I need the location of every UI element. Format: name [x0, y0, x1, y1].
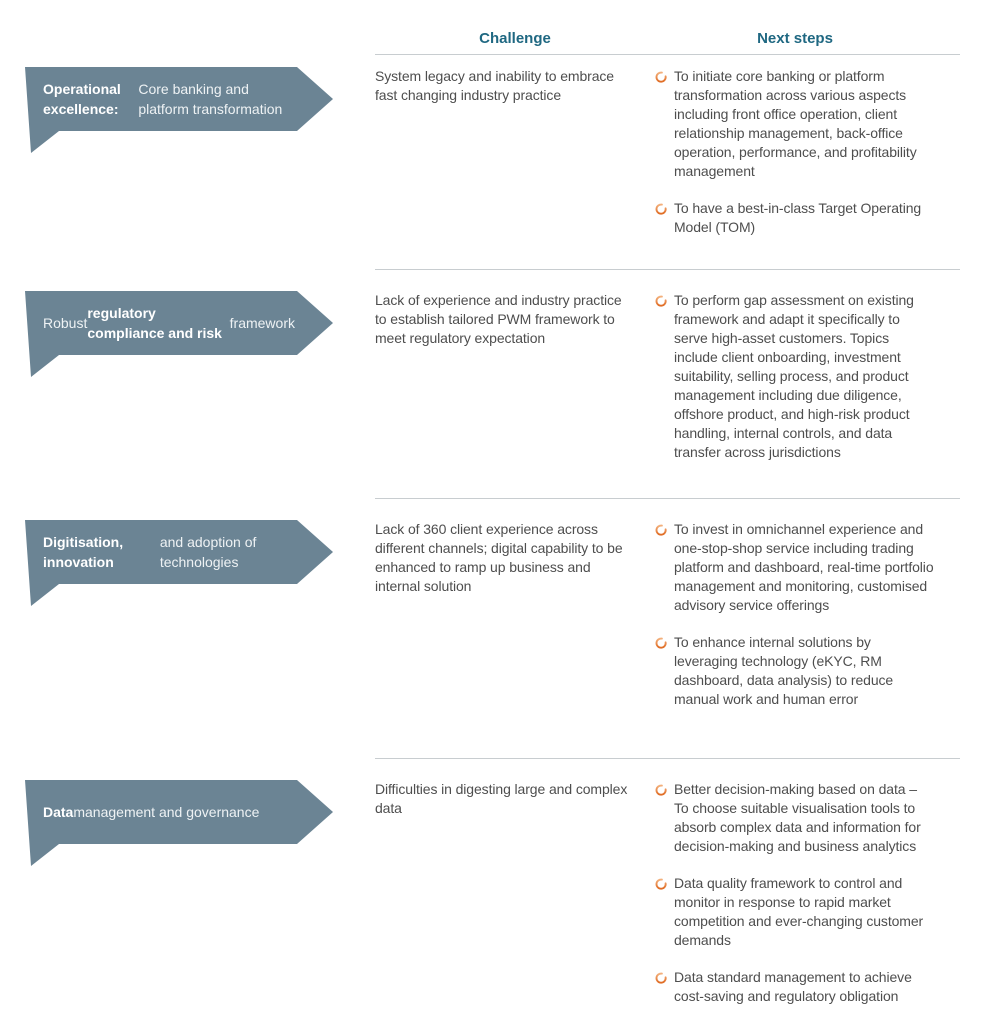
table-row-regulatory-compliance	[25, 269, 960, 498]
next-steps-cell	[655, 55, 935, 269]
banner-label-segment: Robust	[43, 315, 88, 331]
category-banner-cell	[25, 498, 375, 758]
cycle-arrow-icon	[655, 523, 667, 615]
banner-label-bold-segment: Operational excellence:	[43, 81, 121, 117]
challenge-cell	[375, 498, 655, 758]
category-banner-cell	[25, 269, 375, 498]
banner-label-bold-segment: regulatory compliance and risk	[87, 305, 222, 341]
banner-label-bold-segment: Data	[43, 804, 74, 820]
category-banner-label	[43, 780, 295, 844]
challenge-text: System legacy and inability to embrace fast changing industry practice	[375, 68, 614, 103]
table-row-digitisation-innovation	[25, 498, 960, 758]
next-steps-cell	[655, 498, 935, 758]
category-banner	[25, 67, 333, 155]
table-header	[25, 0, 960, 55]
category-banner	[25, 780, 333, 868]
cycle-arrow-icon	[655, 70, 667, 181]
next-step-text: Better decision-making based on data – To choose suitable visualisation tools to absorb complex data and information for decision-making and business analytics	[674, 781, 921, 854]
banner-label-segment: and adoption of technologies	[159, 534, 257, 570]
table-body	[25, 55, 960, 1035]
row-divider	[375, 758, 960, 759]
cycle-arrow-icon	[655, 877, 667, 950]
next-step-text: To perform gap assessment on existing framework and adapt it specifically to serve high-asset customers. Topics include client onboarding, investment suitability, selling process, and product management including due diligence, offshore product, and high-risk product handling, internal controls, and data transfer across jurisdictions	[674, 292, 914, 460]
next-step-item	[655, 67, 935, 181]
challenge-cell	[375, 55, 655, 269]
category-banner-cell	[25, 758, 375, 1035]
cycle-arrow-icon	[655, 202, 667, 237]
next-step-item	[655, 520, 935, 615]
row-divider	[375, 498, 960, 499]
next-step-item	[655, 780, 935, 856]
next-step-text: Data standard management to achieve cost-saving and regulatory obligation	[674, 969, 912, 1004]
table-row-operational-excellence	[25, 55, 960, 269]
banner-label-segment: Core banking and platform transformation	[138, 81, 283, 117]
next-step-item	[655, 633, 935, 709]
category-banner-label	[43, 520, 295, 584]
next-steps-cell	[655, 758, 935, 1035]
next-step-text: To initiate core banking or platform transformation across various aspects including front office operation, client relationship management, back-office operation, performance, and profitability management	[674, 68, 917, 179]
column-header-next-steps: Next steps	[757, 30, 833, 47]
category-banner	[25, 520, 333, 608]
next-step-item	[655, 291, 935, 462]
cycle-arrow-icon	[655, 971, 667, 1006]
next-step-text: To have a best-in-class Target Operating Model (TOM)	[674, 200, 922, 235]
banner-label-segment: framework	[229, 315, 295, 331]
challenge-cell	[375, 269, 655, 498]
cycle-arrow-icon	[655, 636, 667, 709]
header-spacer	[25, 0, 375, 55]
challenge-text: Lack of 360 client experience across different channels; digital capability to be enhanced to ramp up business and internal solution	[375, 521, 623, 594]
next-step-item	[655, 968, 935, 1006]
category-banner-cell	[25, 55, 375, 269]
next-step-text: To enhance internal solutions by leveraging technology (eKYC, RM dashboard, data analysis) to reduce manual work and human error	[674, 634, 894, 707]
banner-label-segment: management and governance	[73, 804, 260, 820]
next-step-item	[655, 199, 935, 237]
challenge-cell	[375, 758, 655, 1035]
column-header-challenge: Challenge	[479, 30, 551, 47]
challenge-text: Lack of experience and industry practice to establish tailored PWM framework to meet regulatory expectation	[375, 292, 622, 346]
next-step-text: To invest in omnichannel experience and one-stop-shop service including trading platform and dashboard, real-time portfolio management and monitoring, customised advisory service offerings	[674, 521, 934, 613]
next-step-text: Data quality framework to control and monitor in response to rapid market competition and ever-changing customer demands	[674, 875, 924, 948]
cycle-arrow-icon	[655, 783, 667, 856]
next-step-item	[655, 874, 935, 950]
category-banner	[25, 291, 333, 379]
cycle-arrow-icon	[655, 294, 667, 462]
category-banner-label	[43, 291, 295, 355]
row-divider	[375, 269, 960, 270]
next-steps-cell	[655, 269, 935, 498]
category-banner-label	[43, 67, 295, 131]
banner-label-bold-segment: Digitisation, innovation	[43, 534, 124, 570]
challenge-text: Difficulties in digesting large and complex data	[375, 781, 628, 816]
table-row-data-management	[25, 758, 960, 1035]
